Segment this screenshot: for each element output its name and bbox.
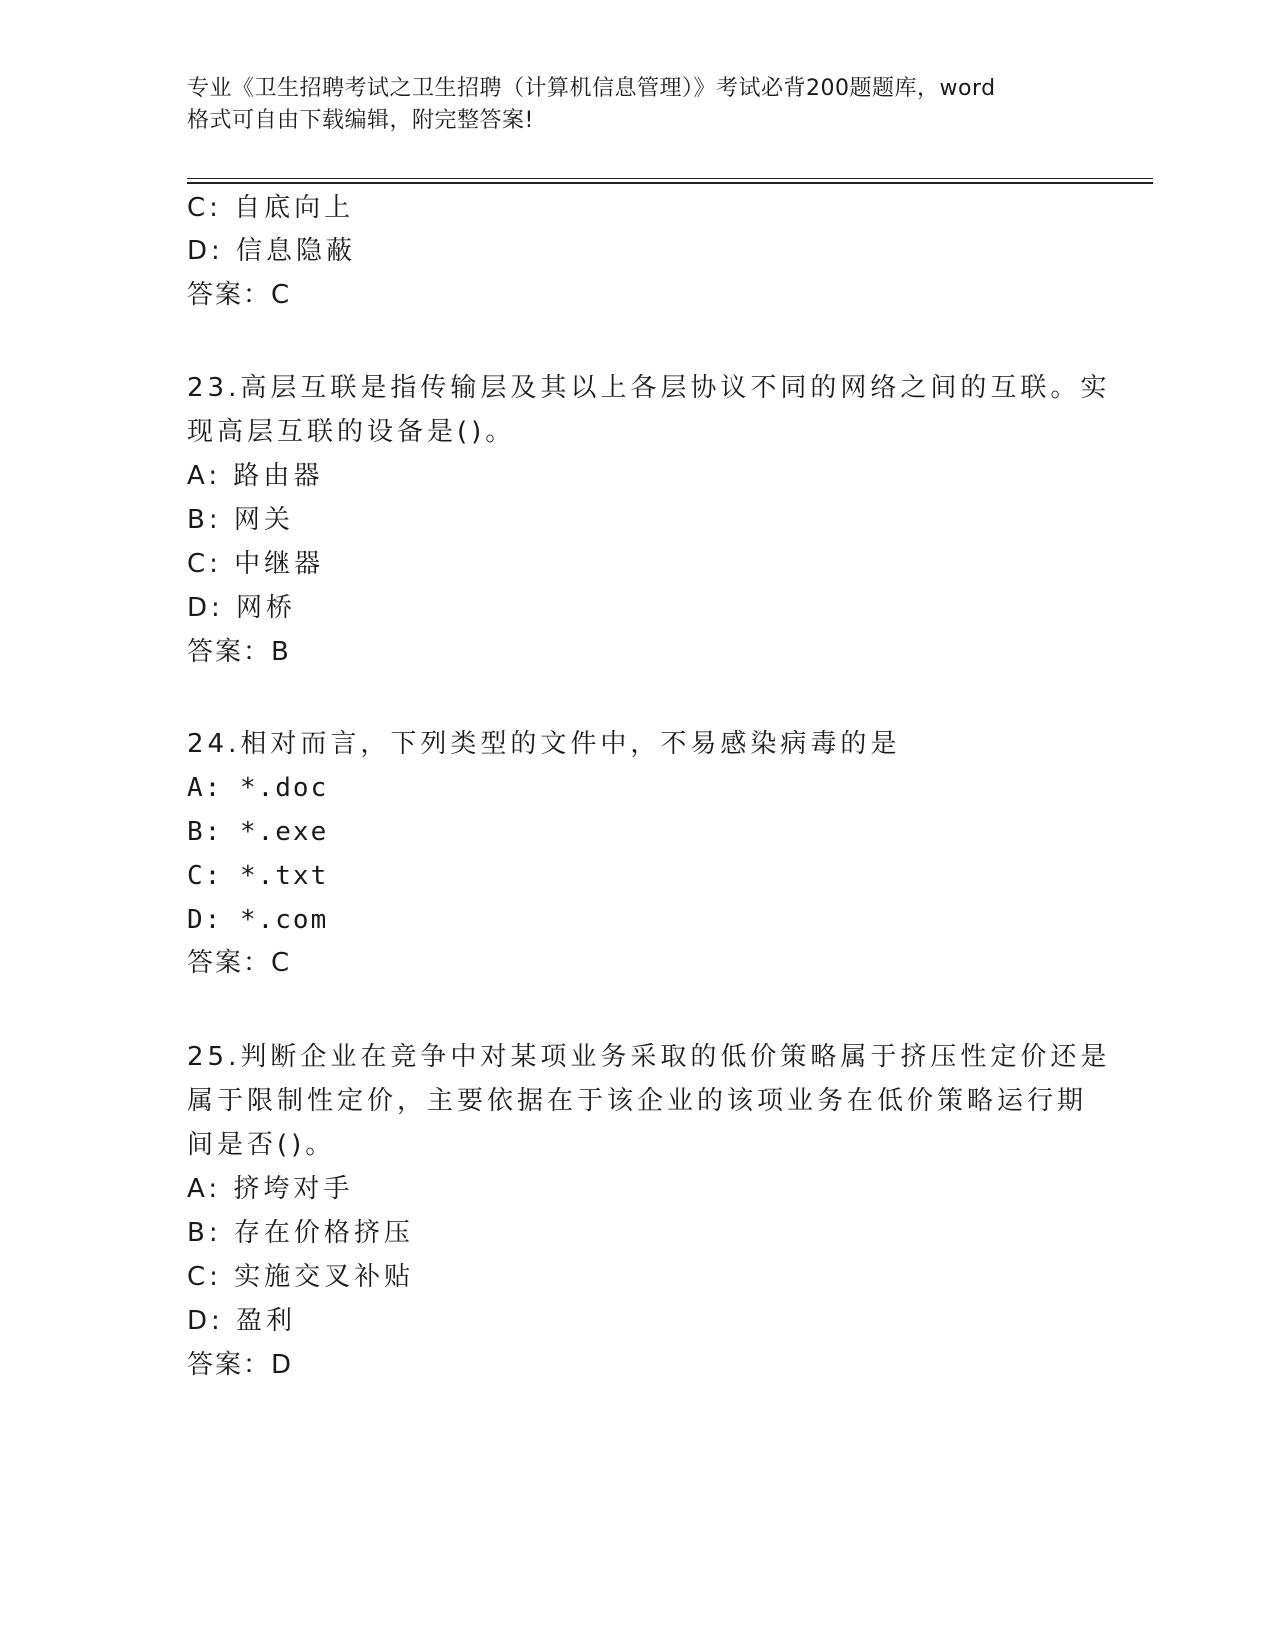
q24-text-line-1: 24.相对而言，下列类型的文件中，不易感染病毒的是 xyxy=(187,729,901,759)
q24-answer: 答案：C xyxy=(187,948,292,978)
q24-option-a: A: *.doc xyxy=(187,773,329,803)
q25-text-line-1: 25.判断企业在竞争中对某项业务采取的低价策略属于挤压性定价还是 xyxy=(187,1042,1111,1072)
q24-option-c: C: *.txt xyxy=(187,861,329,891)
q23-option-d: D: 网桥 xyxy=(187,593,297,623)
q23-text-line-2: 现高层互联的设备是()。 xyxy=(187,417,516,447)
q23-option-c: C: 中继器 xyxy=(187,549,325,579)
q24-option-b: B: *.exe xyxy=(187,817,329,847)
q25-option-d: D: 盈利 xyxy=(187,1306,297,1336)
prev-answer: 答案：C xyxy=(187,280,292,310)
q25-option-a: A: 挤垮对手 xyxy=(187,1174,354,1204)
header-line-2: 格式可自由下载编辑，附完整答案! xyxy=(187,108,534,133)
prev-option-c: C: 自底向上 xyxy=(187,193,355,223)
header-divider-thin xyxy=(187,178,1153,179)
q24-option-d: D: *.com xyxy=(187,905,329,935)
prev-option-d: D: 信息隐蔽 xyxy=(187,236,357,266)
q25-option-c: C: 实施交叉补贴 xyxy=(187,1262,415,1292)
q23-option-a: A: 路由器 xyxy=(187,461,324,491)
header-divider-thick xyxy=(187,182,1153,184)
q23-answer: 答案：B xyxy=(187,637,291,667)
q23-option-b: B: 网关 xyxy=(187,505,294,535)
q25-option-b: B: 存在价格挤压 xyxy=(187,1218,414,1248)
q23-text-line-1: 23.高层互联是指传输层及其以上各层协议不同的网络之间的互联。实 xyxy=(187,373,1111,403)
document-header xyxy=(187,73,1087,137)
header-line-1: 专业《卫生招聘考试之卫生招聘（计算机信息管理）》考试必背200题题库，word xyxy=(187,76,996,101)
q25-answer: 答案：D xyxy=(187,1350,294,1380)
q25-text-line-2: 属于限制性定价，主要依据在于该企业的该项业务在低价策略运行期 xyxy=(187,1086,1088,1116)
q25-text-line-3: 间是否()。 xyxy=(187,1130,336,1160)
